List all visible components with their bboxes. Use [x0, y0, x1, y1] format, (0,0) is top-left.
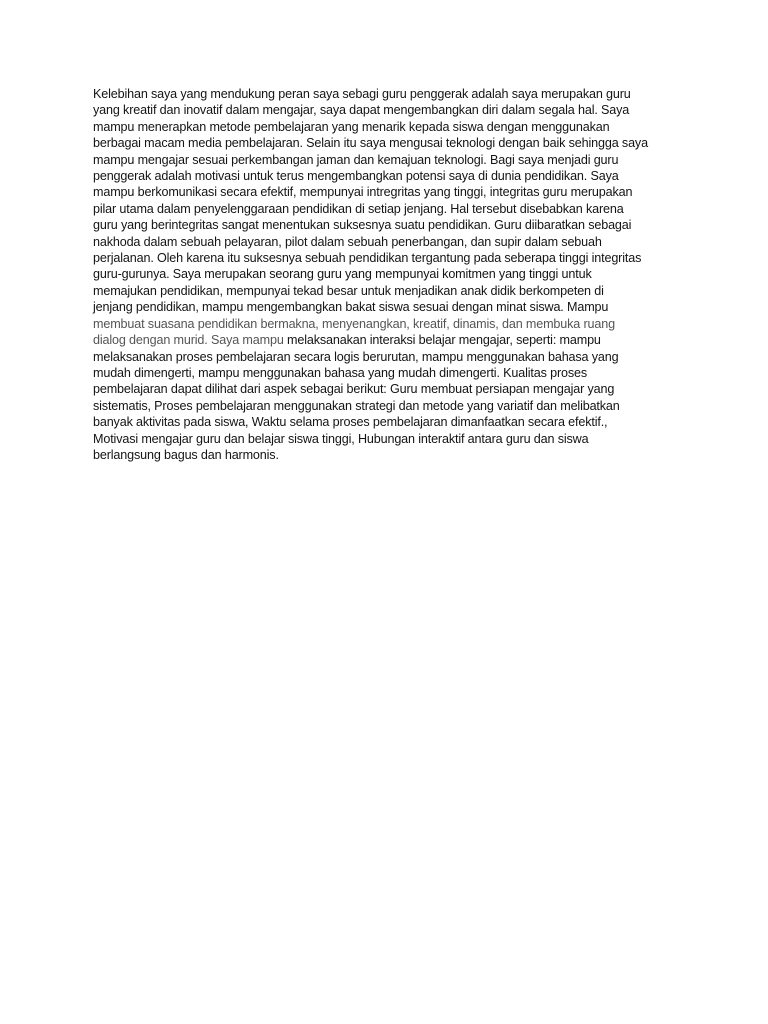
- text-line-7: mampu berkomunikasi secara efektif, mempunyai intregritas yang tinggi, integritas guru merupakan: [93, 185, 633, 200]
- text-line-10: nakhoda dalam sebuah pelayaran, pilot dalam sebuah penerbangan, dan supir dalam sebuah: [93, 234, 602, 249]
- text-line-22: Motivasi mengajar guru dan belajar siswa tinggi, Hubungan interaktif antara guru dan siswa: [93, 431, 589, 446]
- text-line-8: pilar utama dalam penyelenggaraan pendidikan di setiap jenjang. Hal tersebut disebabkan karena: [93, 201, 624, 216]
- text-line-15-gray: membuat suasana pendidikan bermakna, menyenangkan, kreatif, dinamis, dan membuka ruang: [93, 316, 615, 331]
- text-line-11: perjalanan. Oleh karena itu suksesnya sebuah pendidikan tergantung pada seberapa tinggi integritas: [93, 251, 642, 266]
- text-line-16-rest: melaksanakan interaksi belajar mengajar, seperti: mampu: [283, 333, 601, 348]
- text-line-23: berlangsung bagus dan harmonis.: [93, 447, 279, 462]
- text-line-13: memajukan pendidikan, mempunyai tekad besar untuk menjadikan anak didik berkompeten di: [93, 283, 604, 298]
- text-line-1: Kelebihan saya yang mendukung peran saya sebagi guru penggerak adalah saya merupakan guru: [93, 87, 631, 101]
- text-line-20: sistematis, Proses pembelajaran menggunakan strategi dan metode yang variatif dan melibatkan: [93, 398, 620, 413]
- text-line-9: guru yang berintegritas sangat menentukan suksesnya suatu pendidikan. Guru diibaratkan sebagai: [93, 218, 632, 233]
- text-line-14: jenjang pendidikan, mampu mengembangkan bakat siswa sesuai dengan minat siswa. Mampu: [93, 300, 609, 315]
- text-line-12: guru-gurunya. Saya merupakan seorang guru yang mempunyai komitmen yang tinggi untuk: [93, 267, 592, 282]
- text-line-2: yang kreatif dan inovatif dalam mengajar, saya dapat mengembangkan diri dalam segala hal. Saya: [93, 103, 630, 118]
- text-line-21: banyak aktivitas pada siswa, Waktu selama proses pembelajaran dimanfaatkan secara efektif.,: [93, 415, 608, 430]
- document-body-paragraph: [93, 86, 683, 463]
- text-line-6: penggerak adalah motivasi untuk terus mengembangkan potensi saya di dunia pendidikan. Saya: [93, 169, 619, 184]
- text-line-18: mudah dimengerti, mampu menggunakan bahasa yang mudah dimengerti. Kualitas proses: [93, 365, 587, 380]
- text-line-3: mampu menerapkan metode pembelajaran yang menarik kepada siswa dengan menggunakan: [93, 119, 610, 134]
- text-line-5: mampu mengajar sesuai perkembangan jaman dan kemajuan teknologi. Bagi saya menjadi guru: [93, 152, 619, 167]
- text-line-16-mixed: [93, 332, 683, 348]
- text-line-4: berbagai macam media pembelajaran. Selain itu saya mengusai teknologi dengan baik sehingga saya: [93, 136, 648, 151]
- text-line-16-gray-part: dialog dengan murid. Saya mampu: [93, 333, 284, 348]
- text-line-17: melaksanakan proses pembelajaran secara logis berurutan, mampu menggunakan bahasa yang: [93, 349, 619, 364]
- text-line-19: pembelajaran dapat dilihat dari aspek sebagai berikut: Guru membuat persiapan mengajar yang: [93, 382, 615, 397]
